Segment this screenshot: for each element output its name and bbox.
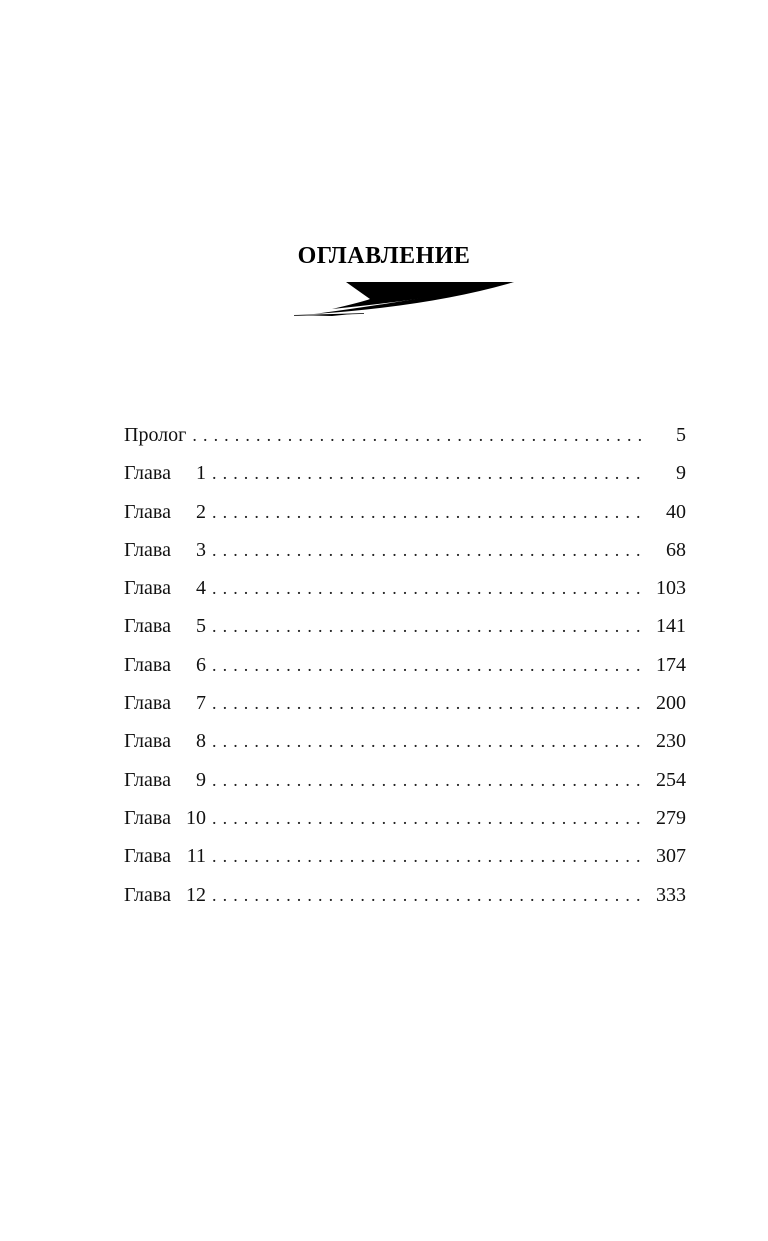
toc-row-chapter[interactable]: [124, 534, 686, 572]
chapter-word: Глава: [124, 806, 171, 829]
toc-row-chapter[interactable]: [124, 764, 686, 802]
toc-entry-label: [124, 879, 206, 911]
toc-entry-label: [124, 802, 206, 834]
toc-entry-label: Пролог: [124, 424, 187, 446]
chapter-word: Глава: [124, 883, 171, 906]
toc-page-number: 68: [666, 538, 686, 561]
toc-row-prologue[interactable]: [124, 419, 686, 457]
chapter-word: Глава: [124, 615, 171, 638]
chapter-word: Глава: [124, 577, 171, 600]
toc-entry-label: [124, 687, 206, 719]
dot-leader: [212, 457, 644, 489]
toc-page-number: 174: [656, 653, 686, 676]
chapter-number: 8: [196, 730, 206, 753]
dot-leader: [212, 725, 644, 757]
dot-leader: [192, 419, 644, 451]
chapter-word: Глава: [124, 692, 171, 715]
chapter-word: Глава: [124, 462, 171, 485]
swoosh-ornament-icon: [292, 280, 516, 318]
chapter-word: Глава: [124, 653, 171, 676]
dot-leader: [212, 764, 644, 796]
toc-entry-label: [124, 610, 206, 642]
chapter-number: 4: [196, 577, 206, 600]
chapter-number: 1: [196, 462, 206, 485]
chapter-number: 7: [196, 692, 206, 715]
chapter-word: Глава: [124, 538, 171, 561]
chapter-number: 9: [196, 768, 206, 791]
toc-row-chapter[interactable]: [124, 649, 686, 687]
toc-entry-label: [124, 534, 206, 566]
toc-entry-label: [124, 457, 206, 489]
dot-leader: [212, 840, 644, 872]
chapter-number: 12: [186, 883, 206, 906]
toc-page-number: 307: [656, 845, 686, 868]
toc-row-chapter[interactable]: [124, 840, 686, 878]
chapter-number: 3: [196, 538, 206, 561]
toc-entry-label: [124, 496, 206, 528]
toc-page-number: 333: [656, 883, 686, 906]
chapter-word: Глава: [124, 845, 171, 868]
toc-page-number: 103: [656, 577, 686, 600]
table-of-contents: [124, 419, 686, 917]
toc-entry-label: [124, 725, 206, 757]
chapter-number: 10: [186, 806, 206, 829]
toc-page-number: 279: [656, 806, 686, 829]
chapter-word: Глава: [124, 500, 171, 523]
toc-row-chapter[interactable]: [124, 725, 686, 763]
toc-row-chapter[interactable]: [124, 610, 686, 648]
toc-row-chapter[interactable]: [124, 879, 686, 917]
chapter-number: 6: [196, 653, 206, 676]
toc-row-chapter[interactable]: [124, 457, 686, 495]
toc-page-number: 5: [676, 424, 686, 446]
dot-leader: [212, 802, 644, 834]
toc-page-number: 40: [666, 500, 686, 523]
toc-page-number: 9: [676, 462, 686, 485]
chapter-word: Глава: [124, 730, 171, 753]
toc-entry-label: [124, 649, 206, 681]
dot-leader: [212, 649, 644, 681]
dot-leader: [212, 534, 644, 566]
chapter-number: 2: [196, 500, 206, 523]
dot-leader: [212, 572, 644, 604]
toc-page-number: 141: [656, 615, 686, 638]
toc-page-number: 254: [656, 768, 686, 791]
toc-row-chapter[interactable]: [124, 496, 686, 534]
toc-row-chapter[interactable]: [124, 802, 686, 840]
chapter-number: 5: [196, 615, 206, 638]
toc-entry-label: [124, 764, 206, 796]
dot-leader: [212, 496, 644, 528]
toc-entry-label: [124, 840, 206, 872]
toc-page-number: 200: [656, 692, 686, 715]
toc-entry-label: [124, 572, 206, 604]
chapter-number: 11: [186, 845, 206, 868]
dot-leader: [212, 610, 644, 642]
toc-row-chapter[interactable]: [124, 687, 686, 725]
toc-row-chapter[interactable]: [124, 572, 686, 610]
toc-page-number: 230: [656, 730, 686, 753]
page-title: ОГЛАВЛЕНИЕ: [297, 243, 471, 269]
chapter-word: Глава: [124, 768, 171, 791]
dot-leader: [212, 687, 644, 719]
dot-leader: [212, 879, 644, 911]
